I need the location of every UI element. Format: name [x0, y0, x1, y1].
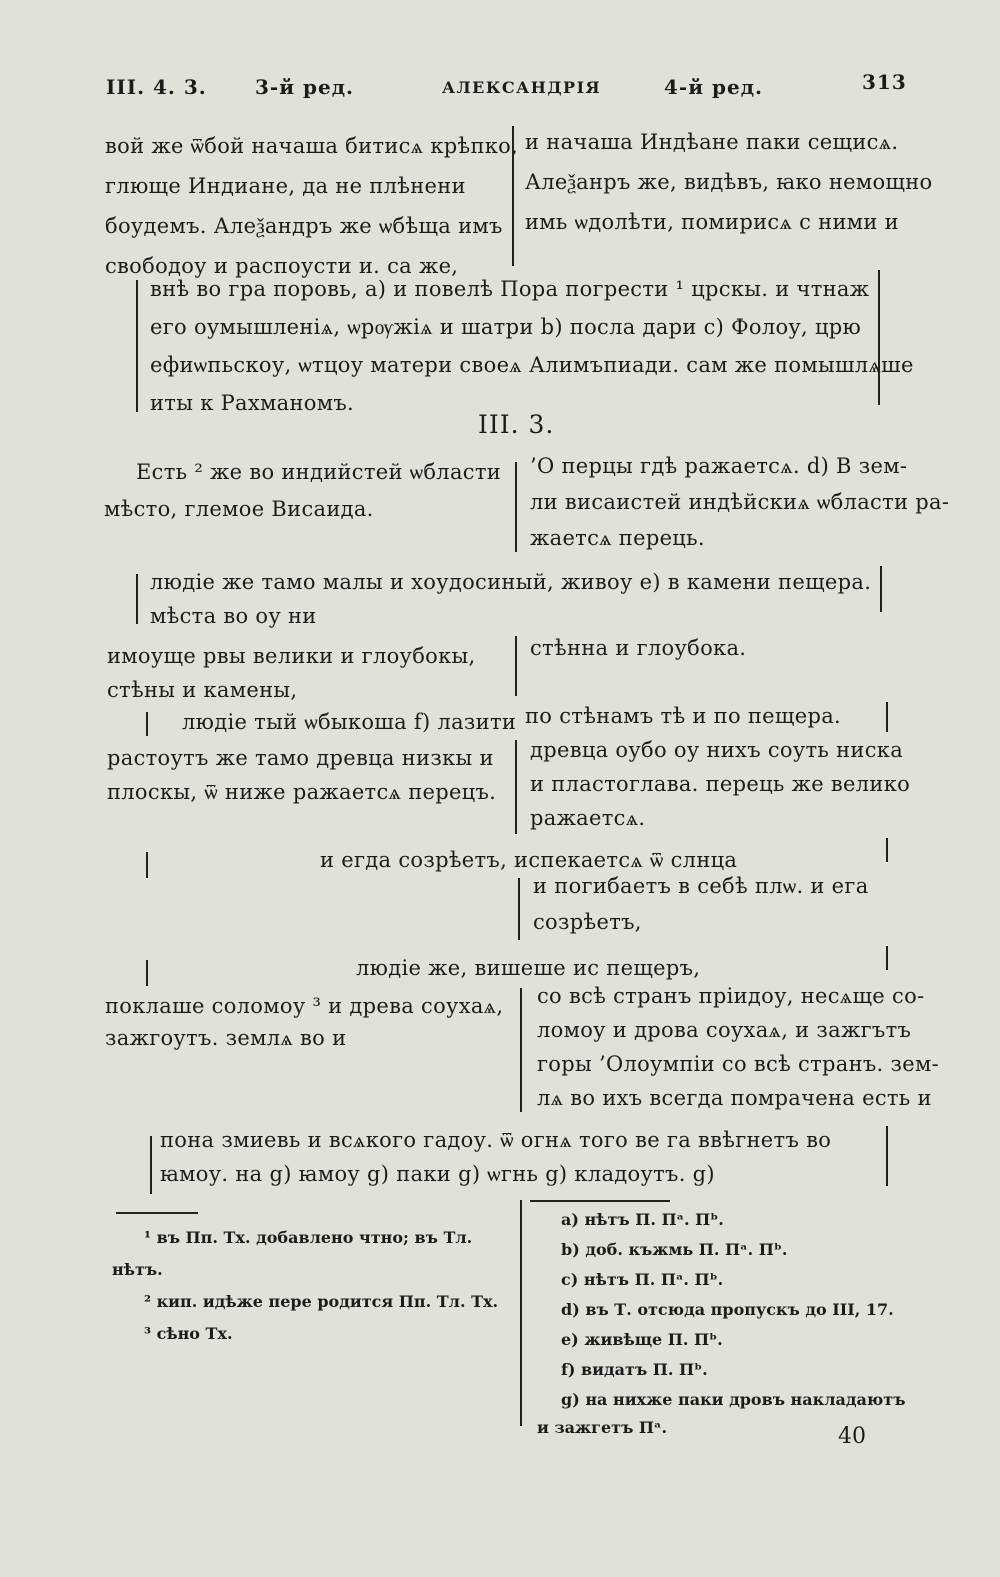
shared-text-bracket-left	[136, 574, 138, 624]
page-number: 313	[862, 70, 907, 94]
text-line: боудемъ. Алеѯандръ же ѡбѣща имъ	[105, 214, 503, 238]
text-line: мѣсто, глемое Висаида.	[104, 497, 374, 521]
right-column-text	[530, 452, 949, 552]
text-line: поклаше соломоу ³ и древа соухаѧ,	[105, 994, 504, 1018]
text-line: людіе же тамо малы и хоудосиный, живоу e) в камени пещера.	[150, 570, 872, 594]
shared-text-bracket-left	[146, 852, 148, 878]
shared-text-bracket-left	[146, 960, 148, 986]
text-line: созрѣетъ,	[533, 910, 642, 934]
text-line: внѣ во гра поровь, a) и повелѣ Пора погрести ¹ црскы. и чтнаж	[150, 277, 870, 301]
footnotes-right	[537, 1208, 905, 1440]
text-line: ефиѡпьскоу, ѡтцоу матери своеѧ Алимъпиади. сам же помышлѧше	[150, 353, 914, 377]
footnote-rule-left	[116, 1212, 198, 1214]
text-line: Есть ² же во индийстей ѡбласти	[136, 460, 502, 484]
right-column-text	[533, 872, 869, 936]
shared-text	[150, 568, 871, 630]
left-column-text	[105, 992, 503, 1052]
text-line: и погибаетъ в себѣ плѡ. и ега	[533, 874, 869, 898]
text-line: его оумышленіѧ, ѡрѹжіѧ и шатри b) посла дари c) Фолоу, црю	[150, 315, 862, 339]
text-line: свободоу и распоусти и. са же,	[105, 254, 459, 278]
text-line: ꙗмоу. на g) ꙗмоу g) паки g) ѡгнь g) кладоутъ. g)	[160, 1162, 715, 1186]
footnote: ³ сѣно Тх.	[144, 1324, 233, 1343]
footnote: a) нѣтъ П. Пᵃ. Пᵇ.	[561, 1210, 724, 1229]
right-column-text	[525, 128, 933, 236]
text-line: ломоу и дрова соухаѧ, и зажгътъ	[537, 1018, 912, 1042]
text-line: глюще Индиане, да не плѣнени	[105, 174, 466, 198]
footnote-column-divider	[520, 1200, 522, 1426]
shared-text-bracket-left	[146, 712, 148, 736]
column-divider	[515, 462, 517, 552]
right-column-line: по стѣнамъ тѣ и по пещера.	[525, 704, 842, 728]
text-line: ли висаистей индѣйскиѧ ѡбласти ра-	[530, 490, 950, 514]
shared-text-bracket-right	[886, 1126, 888, 1186]
signature-mark: 40	[838, 1424, 866, 1449]
left-column-line: людіе тый ѡбыкоша f) лазити	[182, 710, 517, 734]
footnote: g) на нихже паки дровъ накладаютъ	[561, 1390, 906, 1409]
text-line: пона змиевь и всѧкого гадоу. ѿ огнѧ того ве га ввѣгнетъ во	[160, 1128, 832, 1152]
shared-text-bracket-right	[886, 702, 888, 732]
text-line: плоскы, ѿ ниже ражаетсѧ перецъ.	[107, 780, 497, 804]
column-divider	[515, 740, 517, 834]
footnote-rule-right	[530, 1200, 670, 1202]
footnote: ¹ въ Пп. Тх. добавлено чтно; въ Тл.	[144, 1228, 473, 1247]
shared-text-line: и егда созрѣетъ, испекаетсѧ ѿ слнца	[320, 848, 738, 872]
text-line: и пластоглава. перець же велико	[530, 772, 911, 796]
shared-text-bracket-right	[886, 946, 888, 970]
shared-text-bracket-right	[880, 566, 882, 612]
text-line: лѧ во ихъ всегда помрачена есть и	[537, 1086, 932, 1110]
text-line: зажгоутъ. землѧ во и	[105, 1026, 347, 1050]
left-column-text	[105, 132, 518, 280]
text-line: стѣнна и глоубока.	[530, 636, 747, 660]
text-line: и начаша Индѣане паки сещисѧ.	[525, 130, 899, 154]
right-column-text	[530, 736, 910, 832]
right-column-text	[537, 982, 939, 1112]
footnote: ² кип. идѣже пере родится Пп. Тл. Тх.	[144, 1292, 499, 1311]
shared-text-bracket-left	[136, 280, 138, 412]
left-column-text	[104, 458, 502, 523]
footnote: c) нѣтъ П. Пᵃ. Пᵇ.	[561, 1270, 724, 1289]
footnote: e) живѣще П. Пᵇ.	[561, 1330, 723, 1349]
shared-text-bracket-left	[150, 1136, 152, 1194]
header-title: АЛЕКСАНДРІЯ	[442, 78, 602, 97]
text-line: иты к Рахманомъ.	[150, 391, 354, 415]
shared-text	[150, 275, 914, 417]
left-column-text	[107, 744, 496, 806]
header-left-redaction: 3-й ред.	[255, 75, 355, 99]
text-line: имоуще рвы велики и глоубокы,	[107, 644, 476, 668]
header-right-redaction: 4-й ред.	[664, 75, 764, 99]
footnotes-left	[112, 1226, 498, 1346]
footnote-continuation: и зажгетъ Пᵃ.	[537, 1418, 668, 1437]
left-column-text	[107, 642, 476, 704]
text-line: горы ’Олоумпіи со всѣ странъ. зем-	[537, 1052, 939, 1076]
text-line: стѣны и камены,	[107, 678, 298, 702]
footnote: f) видатъ П. Пᵇ.	[561, 1360, 708, 1379]
text-line: вой же ѿбой начаша битисѧ крѣпко,	[105, 134, 519, 158]
column-divider	[520, 988, 522, 1112]
footnote-continuation: нѣтъ.	[112, 1260, 163, 1279]
column-divider	[518, 878, 520, 940]
text-line: растоутъ же тамо древца низкы и	[107, 746, 494, 770]
text-line: мѣста во оу ни	[150, 604, 317, 628]
text-line: ’О перцы гдѣ ражаетсѧ. d) В зем-	[530, 454, 908, 478]
shared-text-bracket-right	[886, 838, 888, 862]
right-column-text	[530, 634, 746, 662]
column-divider	[515, 636, 517, 696]
text-line: Алеѯанръ же, видѣвъ, ꙗко немощно	[525, 170, 933, 194]
text-line: со всѣ странъ пріидоу, несѧще со-	[537, 984, 925, 1008]
text-line: ражаетсѧ.	[530, 806, 646, 830]
footnote: d) въ Т. отсюда пропускъ до III, 17.	[561, 1300, 894, 1319]
text-line: древца оубо оу нихъ соуть ниска	[530, 738, 904, 762]
section-heading: III. 3.	[478, 410, 555, 439]
shared-text	[160, 1126, 831, 1188]
shared-text-line: людіе же, вишеше ис пещеръ,	[356, 956, 701, 980]
text-line: жаетсѧ перець.	[530, 526, 705, 550]
header-section-ref: III. 4. 3.	[106, 75, 207, 99]
footnote: b) доб. къжмь П. Пᵃ. Пᵇ.	[561, 1240, 788, 1259]
text-line: имь ѡдолѣти, помирисѧ с ними и	[525, 210, 899, 234]
